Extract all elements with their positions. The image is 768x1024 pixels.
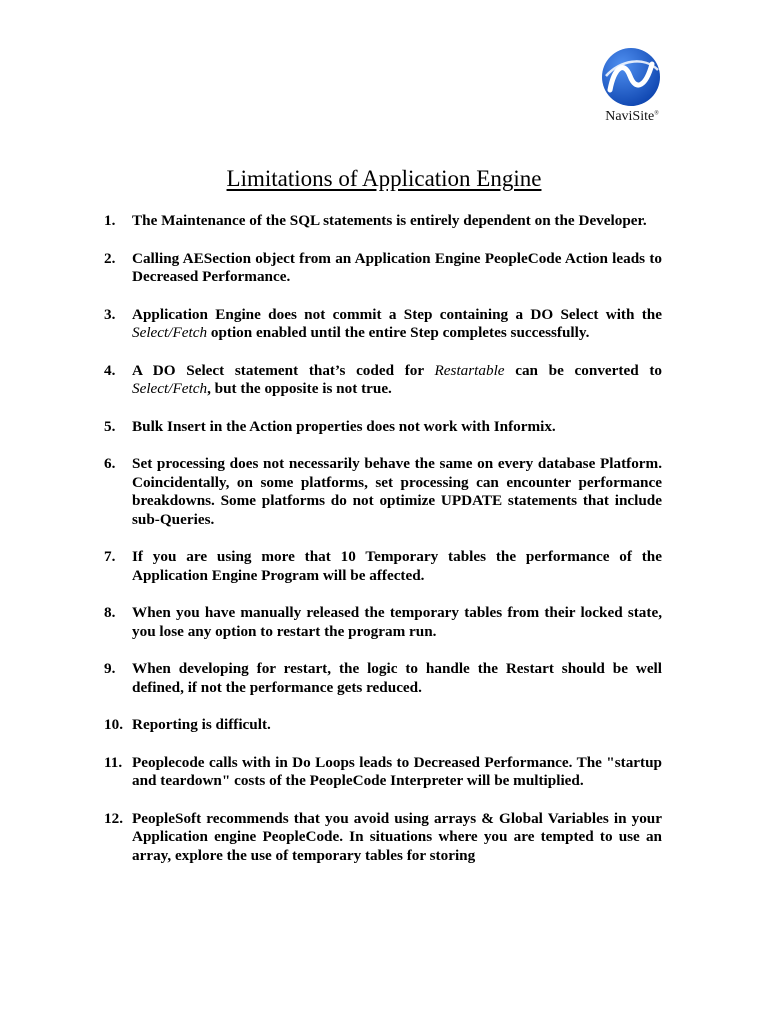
logo-wordmark: NaviSite®: [605, 109, 659, 124]
list-item: 12. PeopleSoft recommends that you avoid using arrays & Global Variables in your Application engine PeopleCode. In situations where you are tempted to use an array, explore the use of temporary tables for storing: [104, 809, 662, 864]
list-item: 7. If you are using more that 10 Temporary tables the performance of the Application Engine Program will be affected.: [104, 548, 662, 584]
list-item: 11. Peoplecode calls with in Do Loops leads to Decreased Performance. The "startup and teardown" costs of the PeopleCode Interpreter will be multiplied.: [104, 753, 662, 789]
list-item: 10. Reporting is difficult.: [104, 716, 271, 733]
limitations-list: [104, 212, 662, 884]
list-item: 9. When developing for restart, the logic to handle the Restart should be well defined, if not the performance gets reduced.: [104, 660, 662, 696]
list-item: 1. The Maintenance of the SQL statements is entirely dependent on the Developer.: [104, 212, 647, 229]
page-title: Limitations of Application Engine: [226, 166, 542, 191]
navisite-globe-icon: [600, 46, 662, 108]
list-item: 6. Set processing does not necessarily behave the same on every database Platform. Coincidentally, on some platforms, set processing can encounter performance breakdowns. Some platforms do not optimize UPDATE statements that include sub-Queries.: [104, 455, 662, 528]
list-item: 5. Bulk Insert in the Action properties does not work with Informix.: [104, 417, 556, 435]
navisite-logo: [596, 46, 668, 130]
list-item: 2. Calling AESection object from an Application Engine PeopleCode Action leads to Decreased Performance.: [104, 249, 662, 285]
list-item: 8. When you have manually released the temporary tables from their locked state, you lose any option to restart the program run.: [104, 604, 662, 640]
list-item: 3. Application Engine does not commit a Step containing a DO Select with the Select/Fetch option enabled until the entire Step completes successfully.: [104, 305, 662, 341]
list-item: 4. A DO Select statement that’s coded for Restartable can be converted to Select/Fetch, but the opposite is not true.: [104, 361, 662, 397]
